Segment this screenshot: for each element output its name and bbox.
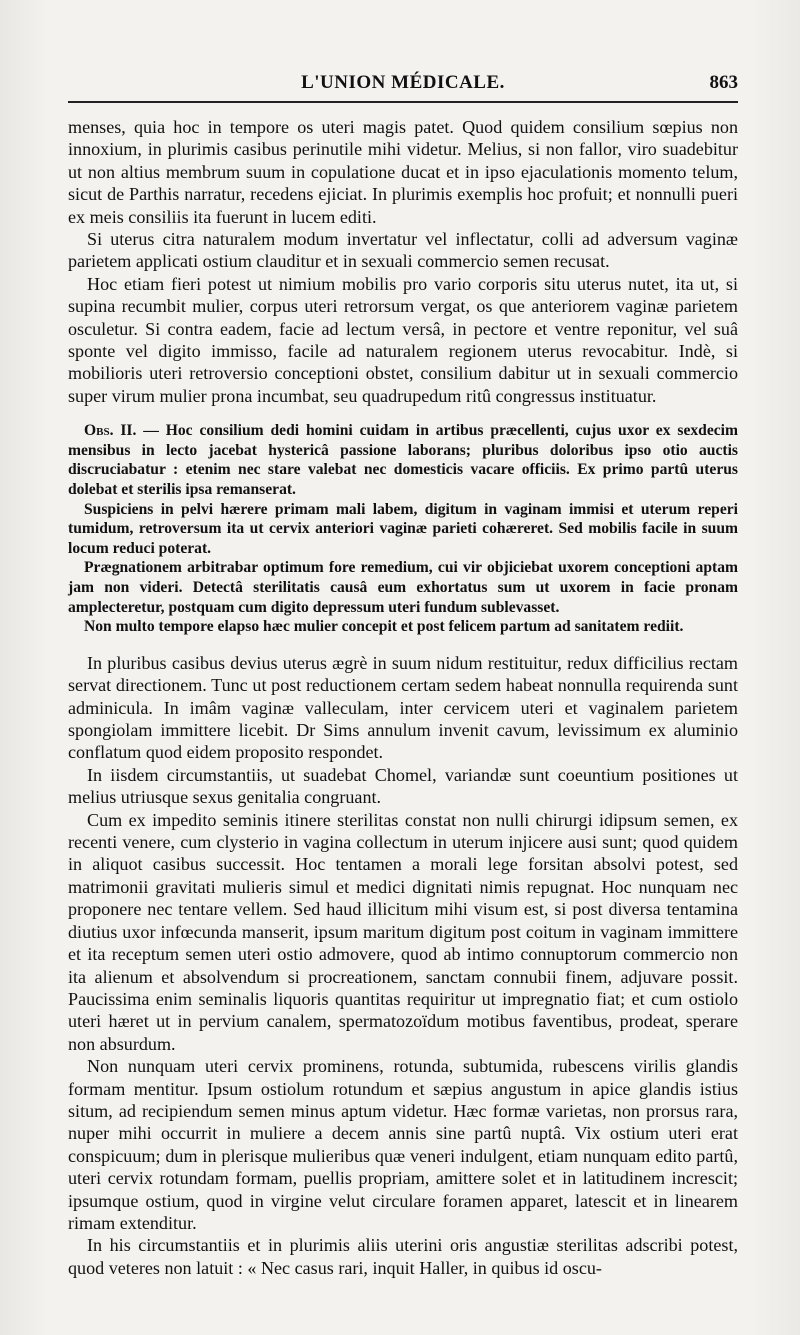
paragraph: Hoc etiam fieri potest ut nimium mobilis pro vario corporis situ uterus nutet, ita ut, si supina recumbit mulier, corpus uteri retrorsum vergat, os que anteriorem vaginæ parietem osculetur. Si contra eadem, facie ad lectum versâ, in pectore et ventre reponitur, vel suâ sponte vel digito immisso, facile ad naturalem regionem uterus revocabitur. Indè, si mobilioris uteri retroversio conceptioni obstet, consilium dabitur ut in sexuali commercio super virum mulier prona incumbat, seu quadrupedum ritû congressus instituatur. [68, 273, 738, 406]
paragraph: Cum ex impedito seminis itinere sterilitas constat non nulli chirurgi idipsum semen, ex recenti venere, cum clysterio in vagina collectum in uterum injicere ausi sunt; quod quidem in aliquot casibus successit. Hoc tentamen a morali lege forsitan absolvi potest, sed matrimonii gravitati mulieris simul et medici dignitati nimis repugnat. Hoc nunquam nec proponere nec tentare vellem. Sed haud illicitum mihi visum est, si post diversa tentamina diutius uxor infœcunda manserit, ipsum maritum digitum post coitum in vaginam immittere et ita receptum semen uteri ostio admovere, quod ab intimo connuptorum commercio non ita alienum et absolvendum si procreationem, sanctam connubii finem, adjuvare possit. Paucissima enim seminalis liquoris quantitas requiritur ut impregnatio fiat; et cum ostiolo uteri hæret ut in pervium canalem, spermatozoïdum motibus faventibus, prodeat, sperare non absurdum. [68, 809, 738, 1054]
text-block-top [68, 116, 738, 407]
observation-text: — Hoc consilium dedi homini cuidam in artibus præcellenti, cujus uxor ex sexdecim mensibus in lecto jacebat hystericâ passione laborans; pluribus doloribus ipso otio auctis discruciabatur : etenim nec stare valebat nec domesticis vacare officiis. Ex primo partû uterus dolebat et sterilis ipsa remanserat. [68, 422, 738, 499]
observation-paragraph: Suspiciens in pelvi hærere primam mali labem, digitum in vaginam immisi et uterum reperi tumidum, retroversum ita ut cervix anteriori vaginæ parieti cohæreret. Sed mobilis facile in suum locum reduci poterat. [68, 500, 738, 557]
paragraph: In his circumstantiis et in plurimis aliis uterini oris angustiæ sterilitas adscribi potest, quod veteres non latuit : « Nec casus rari, inquit Haller, in quibus id oscu- [68, 1235, 738, 1278]
page-header [68, 72, 738, 100]
text-block-bottom [68, 652, 738, 1279]
paragraph: In pluribus casibus devius uterus ægrè in suum nidum restituitur, redux difficilius rectam servat directionem. Tunc ut post reductionem certam sedem habeat nonnulla requirenda sunt adminicula. In imâm vaginæ valleculam, inter cervicem uteri et vaginalem parietem spongiolam immittere licebit. Dr Sims annulum invenit cavum, levissimum ex aluminio conflatum quod eidem proposito respondet. [68, 652, 738, 763]
running-title: L'UNION MÉDICALE. [301, 72, 505, 93]
paragraph: In iisdem circumstantiis, ut suadebat Chomel, variandæ sunt coeuntium positiones ut melius utriusque sexus genitalia congruant. [68, 764, 738, 808]
paragraph: Non nunquam uteri cervix prominens, rotunda, subtumida, rubescens virilis glandis formam mentitur. Ipsum ostiolum rotundum et sæpius angustum in apice glandis istius situm, ad recipiendum semen minus aptum videtur. Hæc formæ varietas, non prorsus rara, nuper mihi occurrit in muliere a decem annis sine partû nuptâ. Vix ostium uteri erat conspicuum; dum in plerisque mulieribus quæ veneri indulgent, etiam nunquam edito partû, uteri cervix rotundam formam, puellis propriam, amittere solet et in latitudinem increscit; ipsumque ostium, quod in virgine velut circulare foramen apparet, latescit et in linearem rimam extenditur. [68, 1056, 738, 1233]
body-text [68, 116, 738, 1279]
paragraph: Si uterus citra naturalem modum invertatur vel inflectatur, colli ad adversum vaginæ parietem applicati ostium clauditur et in sexuali commercio semen recusat. [68, 229, 738, 272]
page-number: 863 [709, 72, 738, 93]
header-rule [68, 101, 738, 103]
observation-paragraph: Prægnationem arbitrabar optimum fore remedium, cui vir objiciebat uxorem conceptioni aptam jam non videri. Detectâ sterilitatis causâ eum exhortatus sum ut uxorem in facie pronam amplecteretur, postquam cum digito depressum uteri fundum sublevasset. [68, 559, 738, 616]
observation-label: Obs. II. [84, 422, 137, 440]
observation-paragraph [68, 421, 738, 499]
observation-block [68, 421, 738, 637]
observation-paragraph: Non multo tempore elapso hæc mulier concepit et post felicem partum ad sanitatem rediit. [84, 618, 684, 636]
paragraph: menses, quia hoc in tempore os uteri magis patet. Quod quidem consilium sœpius non innoxium, in plurimis casibus perinutile mihi videtur. Melius, si non fallor, viro suadebitur ut non altius membrum suum in copulatione ducat et in ipso ejaculationis momento telum, sicut de Parthis narratur, recedens ejiciat. In plurimis exemplis hoc profuit; et nonnulli pueri ex meis consiliis ita fuerunt in lucem editi. [68, 117, 738, 227]
